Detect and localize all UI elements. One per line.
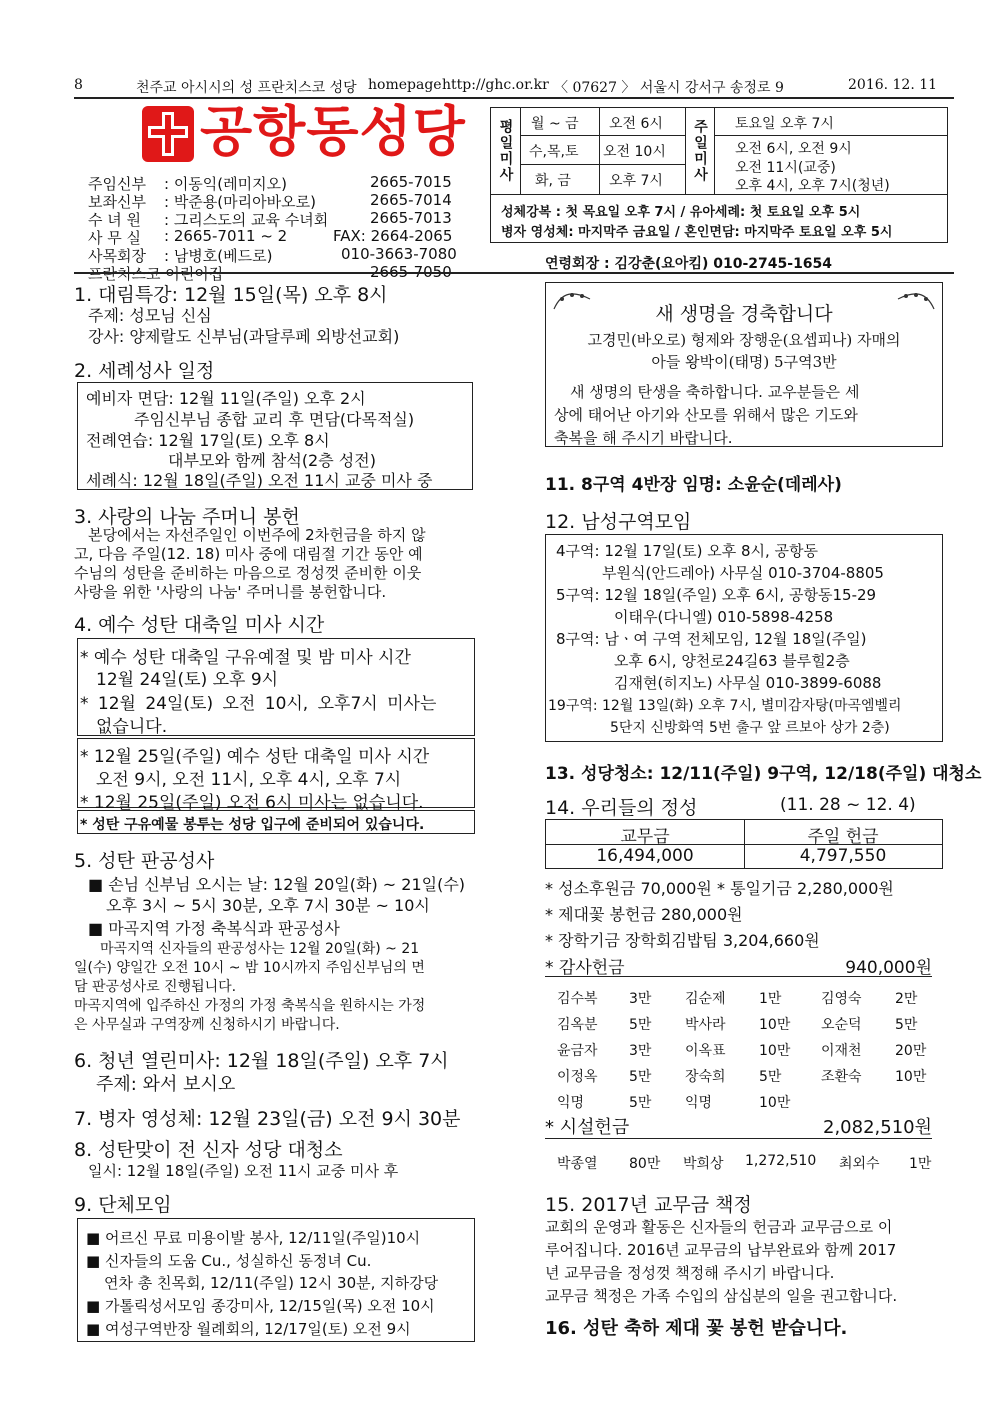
section-15-text: 교무금 책정은 가족 수입의 삼십분의 일을 권고합니다. — [545, 1287, 898, 1305]
table-cell: 16,494,000 — [596, 846, 694, 866]
district-row: 4구역: 12월 17일(토) 오후 8시, 공항동 — [556, 542, 819, 560]
section-5-text: 마곡지역에 입주하신 가정의 가정 축복식을 원하시는 가정 — [74, 998, 426, 1014]
donor-amount: 10만 — [895, 1069, 927, 1085]
sunday-time: 오전 6시, 오전 9시 — [735, 141, 852, 157]
baptism-schedule-box — [77, 382, 473, 490]
section-15-text: 루어집니다. 2016년 교무금의 납부완료와 함께 2017 — [545, 1241, 897, 1259]
donor-amount: 5만 — [629, 1095, 652, 1111]
weekday-day: 월 ~ 금 — [531, 116, 579, 132]
church-logo-icon — [140, 104, 196, 164]
page-number: 8 — [74, 77, 83, 93]
weekday-time: 오전 6시 — [609, 116, 663, 132]
donor-amount: 1만 — [759, 991, 782, 1007]
thanks-total: 940,000원 — [845, 958, 932, 978]
donor-amount — [895, 1092, 951, 1112]
staff-name: : 남병호(베드로) — [164, 247, 273, 265]
thanks-donor-list — [557, 988, 951, 1112]
sunday-time: 토요일 오후 7시 — [735, 116, 834, 132]
staff-role: 프란치스코 어린이집 — [88, 265, 224, 283]
donor-name — [821, 1092, 895, 1112]
christmas-line: 오전 9시, 오전 11시, 오후 4시, 오후 7시 — [96, 770, 402, 790]
section-1-text: 강사: 양제랄도 신부님(과달루페 외방선교회) — [88, 327, 400, 346]
baptism-line: 예비자 면담: 12월 11일(주일) 오후 2시 — [86, 389, 366, 408]
issue-date: 2016. 12. 11 — [848, 77, 938, 93]
birth-text: 축복을 해 주시기 바랍니다. — [554, 429, 733, 447]
logo-title: 공항동성당 — [200, 100, 466, 163]
donor-name: 오순덕 — [821, 1017, 862, 1033]
christmas-mass-box-1 — [77, 638, 475, 736]
staff-role: 사목회장 — [88, 247, 146, 265]
donor-name: 김수복 — [557, 991, 598, 1007]
district-row: 5단지 신방화역 5번 출구 앞 르보아 상가 2층) — [610, 720, 890, 736]
weekday-time: 오후 7시 — [609, 173, 663, 189]
meeting-item: ■ 여성구역반장 월례회의, 12/17일(토) 오전 9시 — [86, 1318, 411, 1339]
section-3-text: 사랑을 위한 '사랑의 나눔' 주머니를 봉헌합니다. — [74, 583, 387, 601]
funeral-contact: 연령회장 : 김강춘(요아킴) 010-2745-1654 — [545, 256, 833, 272]
section-1-text: 주제: 성모님 신심 — [88, 306, 212, 325]
staff-role: 주임신부 — [88, 175, 146, 193]
birth-text: 새 생명의 탄생을 축하합니다. 교우분들은 세 — [570, 383, 860, 401]
section-3-text: 본당에서는 자선주일인 이번주에 2차헌금을 하지 않 — [88, 526, 426, 544]
birth-baby: 아들 왕박이(태명) 5구역3반 — [651, 353, 837, 371]
donor-amount: 3만 — [629, 1043, 652, 1059]
staff-phone: 2665-7050 — [370, 263, 452, 281]
section-12-title: 12. 남성구역모임 — [545, 511, 692, 533]
header-bottom-rule — [74, 272, 954, 274]
meeting-item: ■ 가톨릭성서모임 종강미사, 12/15일(목) 오전 10시 — [86, 1295, 435, 1316]
district-row: 8구역: 남ㆍ여 구역 전체모임, 12월 18일(주일) — [556, 630, 867, 648]
sacrament-note: 병자 영성체: 마지막주 금요일 / 혼인면담: 마지막주 토요일 오후 5시 — [501, 225, 893, 240]
donor-name: 박사라 — [685, 1017, 726, 1033]
section-5-text: 마곡지역 신자들의 판공성사는 12월 20일(화) ~ 21 — [100, 941, 420, 957]
baptism-line: 대부모와 함께 참석(2층 성전) — [168, 451, 376, 470]
staff-role: 수 녀 원 — [88, 211, 142, 229]
thanks-offering-header — [545, 953, 932, 977]
thanks-label: * 감사헌금 — [545, 958, 625, 978]
section-5-text: 오후 3시 ~ 5시 30분, 오후 7시 30분 ~ 10시 — [106, 896, 430, 915]
birth-title: 새 생명을 경축합니다 — [655, 303, 833, 325]
section-3-text: 고, 다음 주일(12. 18) 미사 중에 대림절 기간 동안 예 — [74, 545, 423, 563]
donor-amount: 5만 — [629, 1017, 652, 1033]
section-14-period: (11. 28 ~ 12. 4) — [780, 795, 916, 815]
donor-name: 김영숙 — [821, 991, 862, 1007]
donor-amount: 1만 — [909, 1156, 932, 1172]
meeting-item: ■ 어르신 무료 미용이발 봉사, 12/11일(주일)10시 — [86, 1227, 420, 1248]
address: 〈 07627 〉 서울시 강서구 송정로 9 — [554, 80, 784, 96]
section-5-text: 은 사무실과 구역장께 신청하시기 바랍니다. — [74, 1017, 340, 1033]
staff-role: 보좌신부 — [88, 193, 146, 211]
donor-amount: 3만 — [629, 991, 652, 1007]
meeting-item: 연차 총 친목회, 12/11(주일) 12시 30분, 지하강당 — [104, 1274, 439, 1292]
donor-amount: 2만 — [895, 991, 918, 1007]
christmas-line: 12월 24일(토) 오후 9시 — [96, 670, 279, 690]
sunday-time: 오전 11시(교중) — [735, 160, 836, 176]
district-row: 오후 6시, 양천로24길63 블루힐2층 — [614, 652, 850, 670]
section-5-bullet: ■ 손님 신부님 오시는 날: 12월 20일(화) ~ 21일(수) — [88, 872, 465, 895]
christmas-line: * 12월 25일(주일) 예수 성탄 대축일 미사 시간 — [80, 747, 430, 767]
mens-group-box — [545, 534, 943, 742]
section-1-title: 1. 대림특강: 12월 15일(목) 오후 8시 — [74, 284, 388, 306]
donor-name: 윤금자 — [557, 1043, 598, 1059]
staff-phone: 010-3663-7080 — [341, 245, 457, 263]
section-15-title: 15. 2017년 교무금 책정 — [545, 1194, 752, 1216]
sunday-time: 오후 4시, 오후 7시(청년) — [735, 178, 890, 194]
offering-line: * 성소후원금 70,000원 * 통일기금 2,280,000원 — [545, 879, 894, 898]
district-row: 김재현(히지노) 사무실 010-3899-6088 — [614, 674, 882, 692]
section-5-text: 일(수) 양일간 오전 10시 ~ 밤 10시까지 주임신부님의 면 — [74, 960, 425, 976]
mass-schedule — [490, 107, 948, 243]
section-14-title: 14. 우리들의 정성 — [545, 797, 698, 819]
donor-name: 박종열 — [557, 1156, 598, 1172]
section-3-title: 3. 사랑의 나눔 주머니 봉헌 — [74, 506, 300, 528]
staff-phone: 2665-7014 — [370, 191, 452, 209]
crib-offering-text: * 성탄 구유예물 봉투는 성당 입구에 준비되어 있습니다. — [80, 817, 425, 833]
weekday-time: 오전 10시 — [603, 144, 666, 160]
header-rule — [74, 97, 954, 99]
birth-announcement — [545, 282, 943, 447]
donor-name: 조환숙 — [821, 1069, 862, 1085]
offering-table — [545, 819, 943, 869]
section-9-title: 9. 단체모임 — [74, 1194, 172, 1216]
section-5-text: 담 판공성사로 진행됩니다. — [74, 979, 237, 995]
donor-name: 익명 — [557, 1095, 585, 1111]
section-5-bullet: ■ 마곡지역 가정 축복식과 판공성사 — [88, 916, 340, 939]
section-7-title: 7. 병자 영성체: 12월 23일(금) 오전 9시 30분 — [74, 1108, 461, 1130]
district-row: 부원식(안드레아) 사무실 010-3704-8805 — [602, 564, 884, 582]
section-15-text: 년 교무금을 정성껏 책정해 주시기 바랍니다. — [545, 1264, 835, 1282]
donor-name: 이정옥 — [557, 1069, 598, 1085]
weekday-day: 화, 금 — [535, 173, 571, 189]
donor-amount: 10만 — [759, 1095, 791, 1111]
weekday-day: 수,목,토 — [529, 144, 579, 160]
facility-offering-header — [545, 1113, 932, 1139]
donor-name: 김순제 — [685, 991, 726, 1007]
district-row: 5구역: 12월 18일(주일) 오후 6시, 공항동15-29 — [556, 586, 877, 604]
sunday-mass-label: 주일미사 — [685, 108, 715, 194]
meeting-item: ■ 신자들의 도움 Cu., 성실하신 동정녀 Cu. — [86, 1250, 371, 1271]
staff-name: : 2665-7011 ~ 2 — [164, 227, 288, 245]
section-2-title: 2. 세례성사 일정 — [74, 360, 215, 382]
donor-amount: 5만 — [629, 1069, 652, 1085]
baptism-line: 전례연습: 12월 17일(토) 오후 8시 — [86, 431, 330, 450]
donor-name: 최외수 — [839, 1156, 880, 1172]
birth-text: 상에 태어난 아기와 산모를 위해서 많은 기도와 — [554, 406, 858, 424]
table-header: 교무금 — [620, 827, 670, 847]
staff-phone: 2665-7013 — [370, 209, 452, 227]
section-6-title: 6. 청년 열린미사: 12월 18일(주일) 오후 7시 — [74, 1050, 449, 1072]
section-8-text: 일시: 12월 18일(주일) 오전 11시 교중 미사 후 — [88, 1162, 399, 1180]
donor-amount: 20만 — [895, 1043, 927, 1059]
crib-offering-note — [77, 810, 475, 834]
baptism-line: 주임신부님 종합 교리 후 면담(다목적실) — [134, 410, 415, 429]
section-16-title: 16. 성탄 축하 제대 꽃 봉헌 받습니다. — [545, 1318, 848, 1339]
donor-amount: 5만 — [895, 1017, 918, 1033]
christmas-line: * 12월 24일(토) 오전 10시, 오후7시 미사는 — [80, 694, 437, 714]
baptism-line: 세례식: 12월 18일(주일) 오전 11시 교중 미사 중 — [86, 471, 433, 490]
staff-phone: 2665-7015 — [370, 173, 452, 191]
table-cell: 4,797,550 — [799, 846, 887, 866]
running-header — [74, 77, 954, 97]
donor-amount: 10만 — [759, 1017, 791, 1033]
donor-name: 이재천 — [821, 1043, 862, 1059]
logo — [140, 100, 466, 168]
offering-line: * 제대꽃 봉헌금 280,000원 — [545, 905, 743, 924]
donor-name: 장숙희 — [685, 1069, 726, 1085]
sacrament-note: 성체강복 : 첫 목요일 오후 7시 / 유아세례: 첫 토요일 오후 5시 — [501, 205, 861, 220]
staff-name: : 그리스도의 교육 수녀회 — [164, 211, 329, 229]
section-3-text: 수님의 성탄을 준비하는 마음으로 정성껏 준비한 이웃 — [74, 564, 422, 582]
staff-fax: FAX: 2664-2065 — [333, 227, 453, 245]
staff-directory — [88, 173, 468, 281]
christmas-line: 없습니다. — [96, 717, 168, 737]
facility-donor-list — [557, 1153, 937, 1173]
section-11-title: 11. 8구역 4반장 임명: 소윤순(데레사) — [545, 475, 842, 495]
section-4-title: 4. 예수 성탄 대축일 미사 시간 — [74, 614, 325, 636]
christmas-line: * 12월 25일(주일) 오전 6시 미사는 없습니다. — [80, 793, 424, 813]
donor-amount: 10만 — [759, 1043, 791, 1059]
offering-line: * 장학기금 장학회김밥팀 3,204,660원 — [545, 931, 820, 950]
facility-label: * 시설헌금 — [545, 1117, 630, 1138]
christmas-line: * 예수 성탄 대축일 구유예절 및 밤 미사 시간 — [80, 648, 411, 668]
district-row: 이태우(다니엘) 010-5898-4258 — [614, 608, 834, 626]
homepage-link[interactable]: http://ghc.or.kr — [442, 77, 549, 93]
donor-amount: 1,272,510 — [745, 1153, 817, 1169]
christmas-mass-box-2 — [77, 738, 475, 813]
section-6-text: 주제: 와서 보시오 — [96, 1074, 236, 1095]
birth-parents: 고경민(바오로) 형제와 장행운(요셉피나) 자매의 — [587, 331, 901, 349]
section-5-title: 5. 성탄 판공성사 — [74, 850, 215, 872]
facility-total: 2,082,510원 — [823, 1117, 932, 1138]
district-row: 19구역: 12월 13일(화) 오후 7시, 별미감자탕(마곡엠벨리 — [548, 698, 902, 714]
donor-name: 익명 — [685, 1095, 713, 1111]
donor-name: 김옥분 — [557, 1017, 598, 1033]
section-13-title: 13. 성당청소: 12/11(주일) 9구역, 12/18(주일) 대청소 — [545, 764, 982, 784]
donor-amount: 5만 — [759, 1069, 782, 1085]
staff-name: : 박준용(마리아바오로) — [164, 193, 316, 211]
section-8-title: 8. 성탄맞이 전 신자 성당 대청소 — [74, 1139, 343, 1161]
staff-role: 사 무 실 — [88, 229, 142, 247]
donor-name: 이옥표 — [685, 1043, 726, 1059]
donor-amount: 80만 — [629, 1156, 661, 1172]
table-header: 주일 헌금 — [807, 827, 879, 847]
group-meetings-box — [77, 1218, 475, 1342]
section-15-text: 교회의 운영과 활동은 신자들의 헌금과 교무금으로 이 — [545, 1218, 893, 1236]
homepage-label: homepage — [368, 77, 442, 93]
org-name: 천주교 아시시의 성 프란치스코 성당 — [136, 80, 357, 96]
weekday-mass-label: 평일미사 — [491, 108, 521, 194]
donor-name: 박희상 — [683, 1156, 724, 1172]
staff-name: : 이동익(레미지오) — [164, 175, 287, 193]
